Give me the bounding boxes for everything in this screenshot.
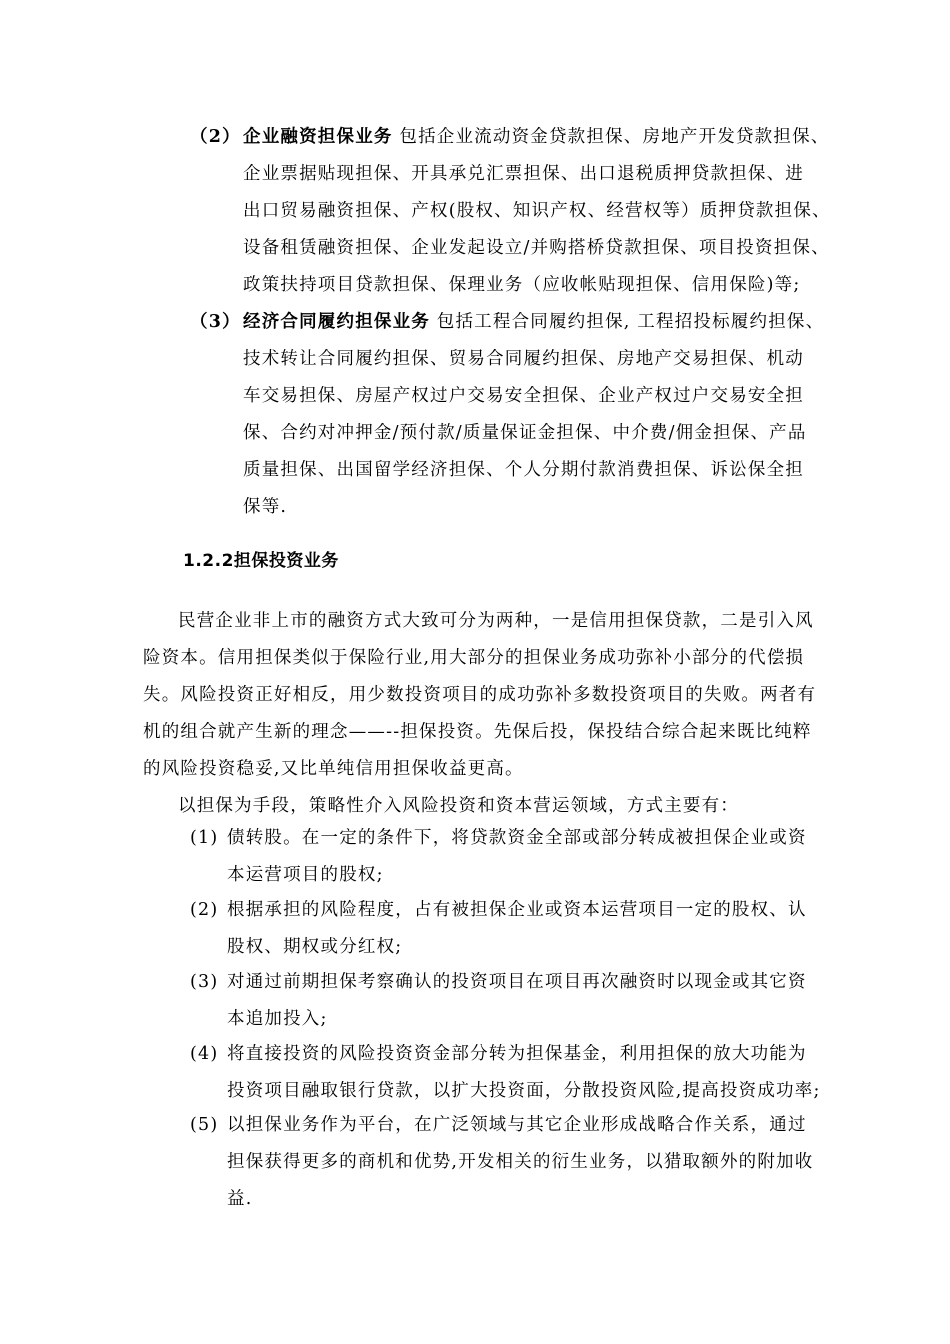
text-line: 机的组合就产生新的理念——--担保投资。先保后投，保投结合综合起来既比纯粹 bbox=[143, 722, 812, 742]
list-item-number: (3) bbox=[190, 972, 219, 992]
text-line: 出口贸易融资担保、产权(股权、知识产权、经营权等）质押贷款担保、 bbox=[243, 201, 831, 221]
method-item-2 bbox=[190, 892, 807, 966]
text-line: 担保获得更多的商机和优势,开发相关的衍生业务，以猎取额外的附加收 bbox=[227, 1152, 814, 1172]
text-line: 根据承担的风险程度，占有被担保企业或资本运营项目一定的股权、认 bbox=[227, 900, 807, 920]
list-item-number: (4) bbox=[190, 1044, 219, 1064]
list-item-number: （3） bbox=[190, 312, 241, 332]
method-item-3 bbox=[190, 964, 807, 1038]
text-line: 债转股。在一定的条件下，将贷款资金全部或部分转成被担保企业或资 bbox=[227, 828, 807, 848]
text-line: 险资本。信用担保类似于保险行业,用大部分的担保业务成功弥补小部分的代偿损 bbox=[143, 648, 805, 668]
text-line: 股权、期权或分红权; bbox=[227, 937, 403, 957]
text-line: 技术转让合同履约担保、贸易合同履约担保、房地产交易担保、机动 bbox=[243, 349, 804, 369]
list-item-number: (1) bbox=[190, 828, 219, 848]
method-item-5 bbox=[190, 1107, 813, 1218]
list-item-number: （2） bbox=[190, 127, 241, 147]
text-line: 以担保业务作为平台，在广泛领域与其它企业形成战略合作关系，通过 bbox=[227, 1115, 807, 1135]
text-line: 政策扶持项目贷款担保、保理业务（应收帐贴现担保、信用保险)等; bbox=[243, 275, 801, 295]
list-item-3 bbox=[190, 304, 824, 526]
text-line: 对通过前期担保考察确认的投资项目在项目再次融资时以现金或其它资 bbox=[227, 972, 807, 992]
text-line: 失。风险投资正好相反，用少数投资项目的成功弥补多数投资项目的失败。两者有 bbox=[143, 685, 817, 705]
method-item-1 bbox=[190, 820, 807, 894]
text-line: 包括工程合同履约担保, 工程招投标履约担保、 bbox=[436, 312, 825, 332]
text-line: 本追加投入; bbox=[227, 1009, 328, 1029]
text-line: 企业票据贴现担保、开具承兑汇票担保、出口退税质押贷款担保、进 bbox=[243, 164, 804, 184]
section-heading: 1.2.2担保投资业务 bbox=[183, 551, 339, 571]
text-line: 质量担保、出国留学经济担保、个人分期付款消费担保、诉讼保全担 bbox=[243, 460, 804, 480]
text-line: 将直接投资的风险投资资金部分转为担保基金，利用担保的放大功能为 bbox=[227, 1044, 807, 1064]
text-line: 设备租赁融资担保、企业发起设立/并购搭桥贷款担保、项目投资担保、 bbox=[243, 238, 830, 258]
list-item-title: 经济合同履约担保业务 bbox=[243, 312, 430, 332]
list-item-title: 企业融资担保业务 bbox=[243, 127, 393, 147]
list-item-number: (5) bbox=[190, 1115, 219, 1135]
text-line: 民营企业非上市的融资方式大致可分为两种，一是信用担保贷款，二是引入风 bbox=[178, 611, 814, 631]
text-line: 包括企业流动资金贷款担保、房地产开发贷款担保、 bbox=[399, 127, 830, 147]
text-line: 车交易担保、房屋产权过户交易安全担保、企业产权过户交易安全担 bbox=[243, 386, 804, 406]
text-line: 的风险投资稳妥,又比单纯信用担保收益更高。 bbox=[143, 759, 524, 779]
text-line: 以担保为手段，策略性介入风险投资和资本营运领域，方式主要有： bbox=[178, 796, 739, 816]
list-item-2 bbox=[190, 119, 831, 304]
text-line: 保等. bbox=[243, 497, 288, 517]
paragraph bbox=[143, 603, 816, 788]
text-line: 本运营项目的股权; bbox=[227, 865, 384, 885]
list-item-number: (2) bbox=[190, 900, 219, 920]
method-item-4 bbox=[190, 1036, 821, 1110]
text-line: 保、合约对冲押金/预付款/质量保证金担保、中介费/佣金担保、产品 bbox=[243, 423, 807, 443]
text-line: 益. bbox=[227, 1189, 253, 1209]
text-line: 投资项目融取银行贷款，以扩大投资面，分散投资风险,提高投资成功率; bbox=[227, 1081, 821, 1101]
